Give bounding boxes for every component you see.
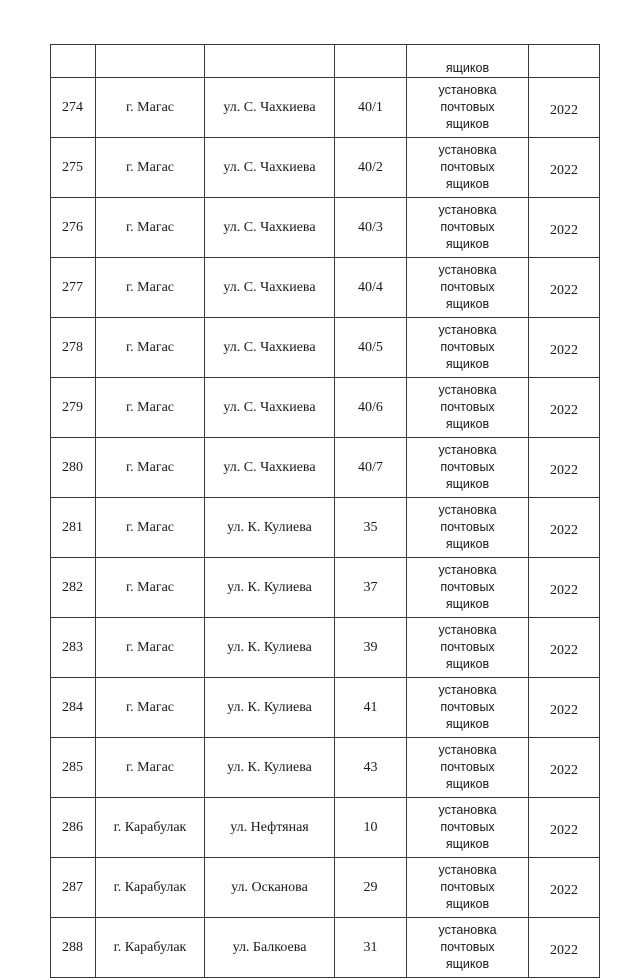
action-text-line: почтовых — [440, 460, 495, 474]
cell-num: 283 — [51, 618, 96, 678]
cell-action — [407, 678, 529, 738]
action-text-line: установка — [438, 203, 497, 217]
cell-city: г. Магас — [96, 438, 205, 498]
action-text-line: ящиков — [445, 777, 490, 791]
action-text-line: почтовых — [440, 760, 495, 774]
continued-row — [51, 45, 600, 78]
table-row — [51, 318, 600, 378]
cell-year: 2022 — [529, 738, 600, 798]
cell-num: 282 — [51, 558, 96, 618]
cell-house: 40/3 — [335, 198, 407, 258]
cell-house: 31 — [335, 918, 407, 978]
action-text-line: ящиков — [445, 357, 490, 371]
action-text-line: ящиков — [445, 957, 490, 971]
cell-num: 280 — [51, 438, 96, 498]
action-text-line: почтовых — [440, 640, 495, 654]
cell-street: ул. Балкоева — [205, 918, 335, 978]
action-text-line: установка — [438, 323, 497, 337]
cell-num — [51, 45, 96, 78]
cell-house: 40/2 — [335, 138, 407, 198]
cell-street: ул. К. Кулиева — [205, 678, 335, 738]
action-text-line: установка — [438, 743, 497, 757]
cell-city: г. Магас — [96, 138, 205, 198]
action-text-line: почтовых — [440, 160, 495, 174]
cell-street: ул. С. Чахкиева — [205, 438, 335, 498]
cell-num: 278 — [51, 318, 96, 378]
cell-city: г. Магас — [96, 378, 205, 438]
table-row — [51, 858, 600, 918]
cell-house: 39 — [335, 618, 407, 678]
action-text-line: установка — [438, 263, 497, 277]
cell-street: ул. К. Кулиева — [205, 558, 335, 618]
cell-house: 41 — [335, 678, 407, 738]
cell-house: 40/6 — [335, 378, 407, 438]
cell-year: 2022 — [529, 618, 600, 678]
action-text-line: установка — [438, 503, 497, 517]
cell-city: г. Карабулак — [96, 858, 205, 918]
cell-num: 276 — [51, 198, 96, 258]
action-text-line: установка — [438, 683, 497, 697]
cell-year: 2022 — [529, 678, 600, 738]
action-text-line: ящиков — [445, 837, 490, 851]
cell-year: 2022 — [529, 138, 600, 198]
cell-action — [407, 738, 529, 798]
cell-house: 40/7 — [335, 438, 407, 498]
cell-action — [407, 858, 529, 918]
action-text-line: ящиков — [445, 897, 490, 911]
cell-num: 277 — [51, 258, 96, 318]
action-text-line: почтовых — [440, 940, 495, 954]
cell-action — [407, 198, 529, 258]
addresses-table-body — [51, 45, 600, 978]
cell-street: ул. С. Чахкиева — [205, 198, 335, 258]
cell-action — [407, 438, 529, 498]
cell-num: 274 — [51, 78, 96, 138]
cell-city: г. Магас — [96, 198, 205, 258]
cell-year: 2022 — [529, 198, 600, 258]
table-row — [51, 558, 600, 618]
cell-street: ул. К. Кулиева — [205, 618, 335, 678]
action-text-line: почтовых — [440, 220, 495, 234]
action-text-line: почтовых — [440, 820, 495, 834]
table-row — [51, 198, 600, 258]
action-text-line: почтовых — [440, 580, 495, 594]
cell-street: ул. С. Чахкиева — [205, 78, 335, 138]
cell-year: 2022 — [529, 378, 600, 438]
cell-house — [335, 45, 407, 78]
cell-year: 2022 — [529, 78, 600, 138]
cell-action — [407, 78, 529, 138]
table-row — [51, 258, 600, 318]
action-text-line: почтовых — [440, 280, 495, 294]
cell-num: 288 — [51, 918, 96, 978]
table-row — [51, 678, 600, 738]
table-row — [51, 138, 600, 198]
cell-street — [205, 45, 335, 78]
cell-num: 286 — [51, 798, 96, 858]
action-text-line: ящиков — [445, 717, 490, 731]
cell-house: 10 — [335, 798, 407, 858]
action-text-line: почтовых — [440, 340, 495, 354]
cell-action — [407, 258, 529, 318]
cell-city: г. Магас — [96, 678, 205, 738]
cell-house: 40/4 — [335, 258, 407, 318]
table-row — [51, 798, 600, 858]
action-text-line: установка — [438, 143, 497, 157]
action-text-line: ящиков — [445, 297, 490, 311]
table-row — [51, 738, 600, 798]
table-row — [51, 498, 600, 558]
cell-action — [407, 138, 529, 198]
table-row — [51, 78, 600, 138]
cell-house: 40/1 — [335, 78, 407, 138]
action-text-line: ящиков — [445, 177, 490, 191]
action-text-line: почтовых — [440, 100, 495, 114]
cell-num: 281 — [51, 498, 96, 558]
table-row — [51, 918, 600, 978]
cell-house: 35 — [335, 498, 407, 558]
cell-city: г. Карабулак — [96, 918, 205, 978]
cell-city: г. Магас — [96, 558, 205, 618]
cell-street: ул. Нефтяная — [205, 798, 335, 858]
cell-street: ул. С. Чахкиева — [205, 258, 335, 318]
action-text-line: почтовых — [440, 700, 495, 714]
table-row — [51, 618, 600, 678]
action-text-line: установка — [438, 443, 497, 457]
cell-city: г. Магас — [96, 618, 205, 678]
cell-num: 279 — [51, 378, 96, 438]
action-text-line: установка — [438, 803, 497, 817]
cell-action — [407, 618, 529, 678]
cell-street: ул. К. Кулиева — [205, 498, 335, 558]
cell-num: 275 — [51, 138, 96, 198]
action-text-line: ящиков — [445, 597, 490, 611]
cell-city: г. Карабулак — [96, 798, 205, 858]
table-row — [51, 438, 600, 498]
cell-year: 2022 — [529, 438, 600, 498]
action-text-line: ящиков — [445, 117, 490, 131]
action-text-line: установка — [438, 383, 497, 397]
action-text-line: установка — [438, 923, 497, 937]
cell-action — [407, 498, 529, 558]
cell-action — [407, 798, 529, 858]
cell-num: 287 — [51, 858, 96, 918]
cell-street: ул. С. Чахкиева — [205, 138, 335, 198]
cell-action — [407, 558, 529, 618]
action-text-line: почтовых — [440, 520, 495, 534]
cell-action — [407, 378, 529, 438]
cell-city: г. Магас — [96, 78, 205, 138]
action-text-line: установка — [438, 623, 497, 637]
cell-city: г. Магас — [96, 318, 205, 378]
cell-year: 2022 — [529, 498, 600, 558]
action-text-line: ящиков — [445, 657, 490, 671]
cell-year: 2022 — [529, 798, 600, 858]
cell-action — [407, 45, 529, 78]
cell-action — [407, 918, 529, 978]
cell-city — [96, 45, 205, 78]
action-text-line: установка — [438, 863, 497, 877]
cell-city: г. Магас — [96, 258, 205, 318]
cell-year: 2022 — [529, 318, 600, 378]
cell-house: 37 — [335, 558, 407, 618]
cell-house: 43 — [335, 738, 407, 798]
action-text-line: почтовых — [440, 400, 495, 414]
cell-city: г. Магас — [96, 738, 205, 798]
action-text-line: ящиков — [445, 477, 490, 491]
action-text-line: ящиков — [445, 417, 490, 431]
action-text-line: установка — [438, 563, 497, 577]
cell-house: 40/5 — [335, 318, 407, 378]
cell-street: ул. С. Чахкиева — [205, 318, 335, 378]
action-text-line: почтовых — [440, 880, 495, 894]
cell-action — [407, 318, 529, 378]
cell-year: 2022 — [529, 258, 600, 318]
cell-num: 284 — [51, 678, 96, 738]
table-row — [51, 378, 600, 438]
action-text-line: ящиков — [445, 537, 490, 551]
cell-year — [529, 45, 600, 78]
cell-num: 285 — [51, 738, 96, 798]
cell-year: 2022 — [529, 918, 600, 978]
action-text-line: ящиков — [445, 237, 490, 251]
action-text-line: установка — [438, 83, 497, 97]
action-tail-text: ящиков — [445, 61, 490, 75]
cell-house: 29 — [335, 858, 407, 918]
addresses-table — [50, 44, 600, 978]
cell-street: ул. Осканова — [205, 858, 335, 918]
cell-street: ул. К. Кулиева — [205, 738, 335, 798]
cell-year: 2022 — [529, 558, 600, 618]
cell-city: г. Магас — [96, 498, 205, 558]
cell-year: 2022 — [529, 858, 600, 918]
cell-street: ул. С. Чахкиева — [205, 378, 335, 438]
